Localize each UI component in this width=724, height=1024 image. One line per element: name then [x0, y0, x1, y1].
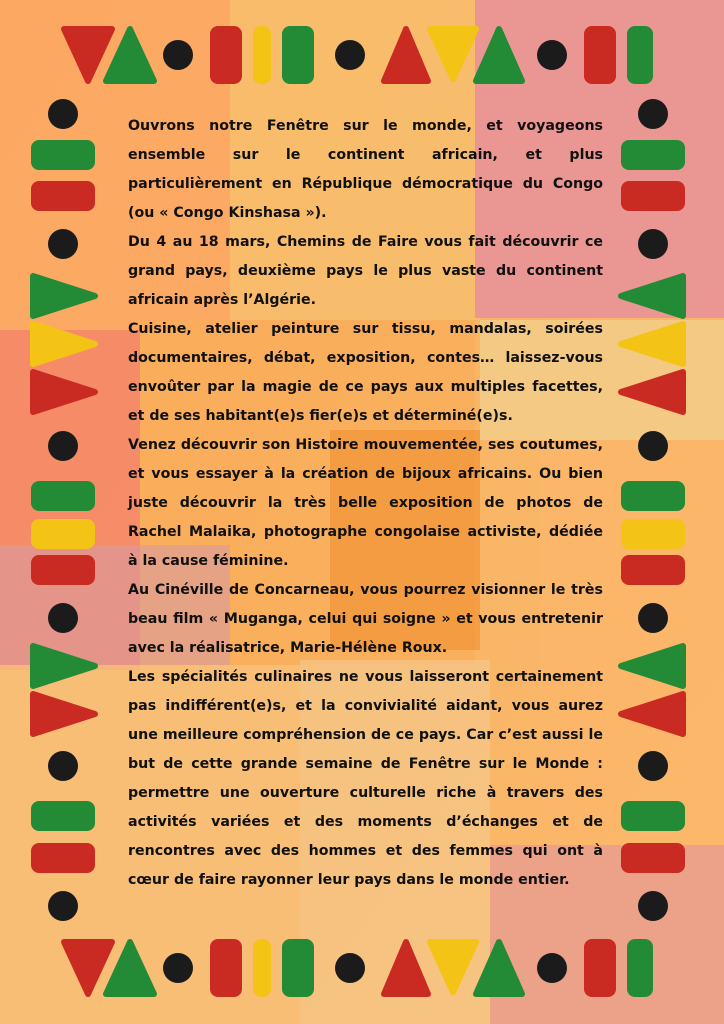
triangle-shape — [33, 646, 95, 686]
triangle-shape — [430, 942, 476, 992]
bar-shape — [253, 26, 271, 84]
dot-shape — [638, 229, 668, 259]
dot-shape — [48, 229, 78, 259]
bar-shape — [31, 519, 95, 549]
bar-shape — [282, 939, 314, 997]
dot-shape — [638, 603, 668, 633]
bar-shape — [621, 801, 685, 831]
dot-shape — [48, 431, 78, 461]
bar-shape — [621, 481, 685, 511]
triangle-shape — [621, 646, 683, 686]
bar-shape — [621, 181, 685, 211]
bar-shape — [31, 843, 95, 873]
triangle-shape — [64, 942, 112, 994]
triangle-shape — [64, 29, 112, 81]
dot-shape — [638, 431, 668, 461]
dot-shape — [638, 751, 668, 781]
triangle-shape — [106, 29, 154, 81]
triangle-shape — [384, 942, 428, 994]
triangle-shape — [476, 29, 522, 81]
dot-shape — [335, 953, 365, 983]
triangle-shape — [621, 372, 683, 412]
bar-shape — [31, 181, 95, 211]
dot-shape — [48, 891, 78, 921]
triangle-shape — [621, 694, 683, 734]
triangle-shape — [33, 324, 95, 364]
paragraph-6: Les spécialités culinaires ne vous laisseront certainement pas indifférent(e)s, et la convivialité aidant, vous aurez une meilleure compréhension de ce pays. Car c’est aussi le but de cette grande semaine de Fenêtre sur le Monde : permettre une ouverture culturelle riche à travers des activités variées et des moments d’échanges et de rencontres avec des hommes et des femmes qui ont à cœur de faire rayonner leur pays dans le monde entier. — [128, 669, 603, 888]
bar-shape — [621, 519, 685, 549]
bar-shape — [31, 140, 95, 170]
triangle-shape — [476, 942, 522, 994]
dot-shape — [163, 953, 193, 983]
dot-shape — [537, 40, 567, 70]
dot-shape — [638, 891, 668, 921]
bar-shape — [627, 26, 653, 84]
bar-shape — [621, 843, 685, 873]
dot-shape — [163, 40, 193, 70]
dot-shape — [335, 40, 365, 70]
triangle-shape — [621, 324, 683, 364]
dot-shape — [638, 99, 668, 129]
triangle-shape — [33, 694, 95, 734]
dot-shape — [537, 953, 567, 983]
bar-shape — [31, 801, 95, 831]
paragraph-1: Ouvrons notre Fenêtre sur le monde, et voyageons ensemble sur le continent africain, et plus particulièrement en République démocratique du Congo (ou « Congo Kinshasa »). — [128, 118, 603, 221]
dot-shape — [48, 603, 78, 633]
bar-shape — [31, 555, 95, 585]
dot-shape — [48, 99, 78, 129]
bar-shape — [210, 939, 242, 997]
triangle-shape — [430, 29, 476, 79]
bar-shape — [621, 140, 685, 170]
bar-shape — [210, 26, 242, 84]
paragraph-4: Venez découvrir son Histoire mouvementée, ses coutumes, et vous essayer à la création de bijoux africains. Ou bien juste découvrir la très belle exposition de photos de Rachel Malaika, photographe congolaise activiste, dédiée à la cause féminine. — [128, 437, 603, 569]
triangle-shape — [33, 276, 95, 316]
bar-shape — [31, 481, 95, 511]
bar-shape — [627, 939, 653, 997]
bar-shape — [253, 939, 271, 997]
bar-shape — [584, 939, 616, 997]
paragraph-5: Au Cinéville de Concarneau, vous pourrez visionner le très beau film « Muganga, celui qui soigne » et vous entretenir avec la réalisatrice, Marie-Hélène Roux. — [128, 582, 603, 656]
triangle-shape — [384, 29, 428, 81]
bar-shape — [621, 555, 685, 585]
triangle-shape — [106, 942, 154, 994]
triangle-shape — [621, 276, 683, 316]
paragraph-2: Du 4 au 18 mars, Chemins de Faire vous fait découvrir ce grand pays, deuxième pays le plus vaste du continent africain après l’Algérie. — [128, 234, 603, 308]
main-text — [128, 112, 603, 895]
bar-shape — [584, 26, 616, 84]
triangle-shape — [33, 372, 95, 412]
dot-shape — [48, 751, 78, 781]
bar-shape — [282, 26, 314, 84]
paragraph-3: Cuisine, atelier peinture sur tissu, mandalas, soirées documentaires, débat, exposition, contes… laissez-vous envoûter par la magie de ce pays aux multiples facettes, et de ses habitant(e)s fier(e)s et déterminé(e)s. — [128, 321, 603, 424]
